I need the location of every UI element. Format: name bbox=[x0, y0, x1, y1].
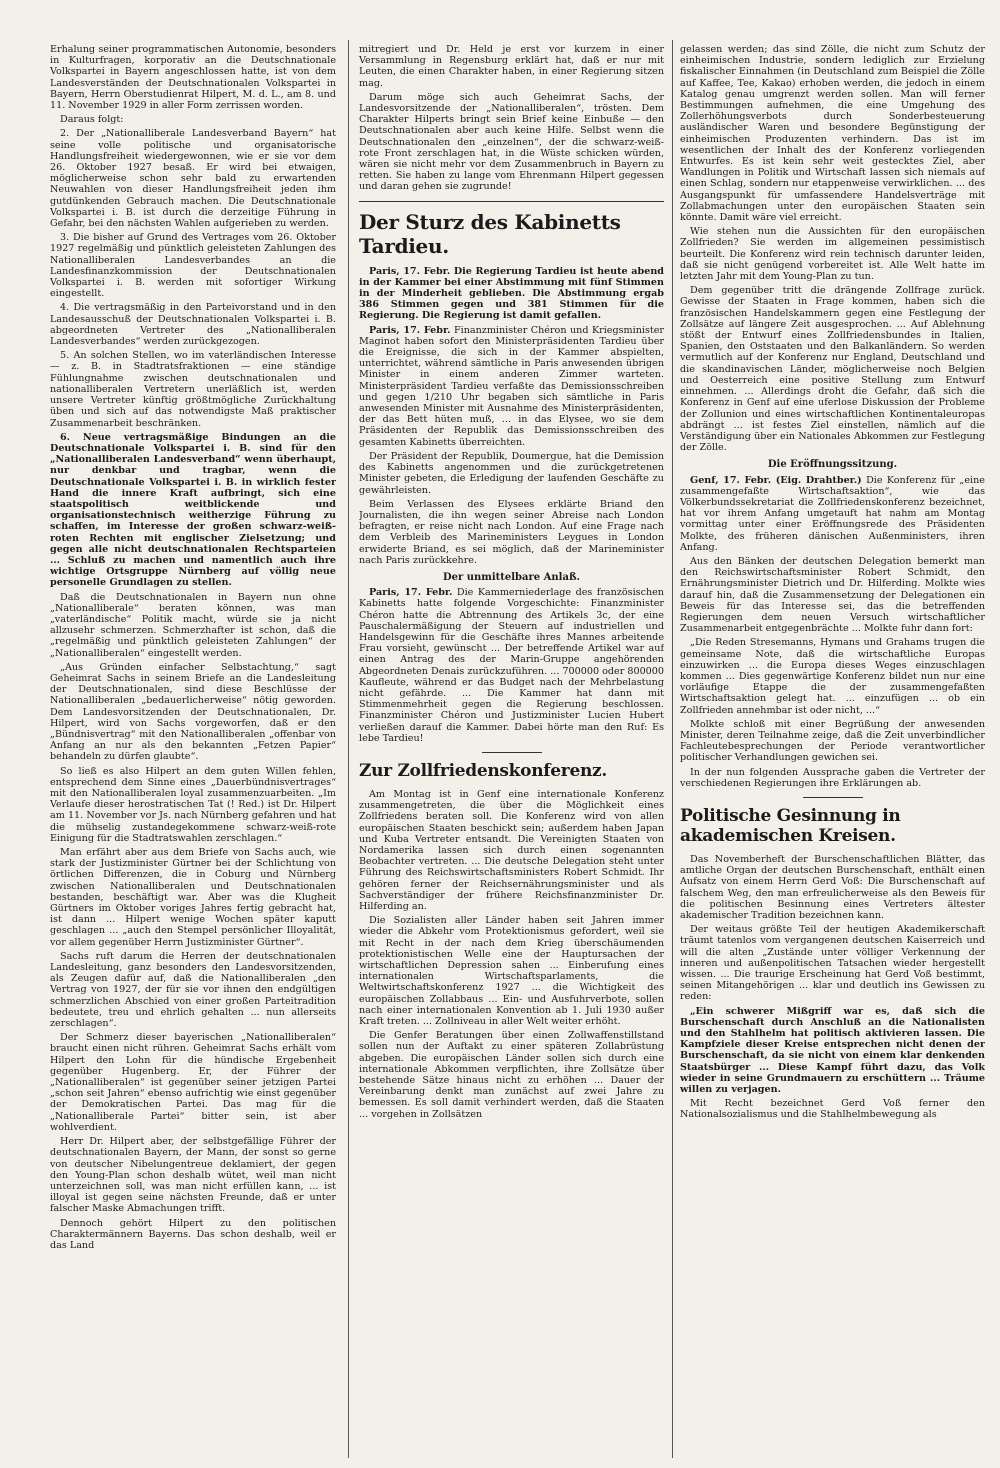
paragraph: Der weitaus größte Teil der heutigen Akademikerschaft träumt tatenlos vom vergangenen deutschen Kaiserreich und will die alten „Zustände unter völliger Verkennung der inneren und außenpolitischen Tatsachen wieder hergestellt wissen. ... Die traurige Erscheinung hat Gerd Voß bestimmt, seinen Mitangehörigen ... klar und deutlich ins Gewissen zu reden: bbox=[680, 924, 985, 1003]
paragraph: gelassen werden; das sind Zölle, die nicht zum Schutz der einheimischen Industrie, sondern lediglich zur Erzielung fiskalischer Einnahmen (in Deutschland zum Beispiel die Zölle auf Kaffee, Tee, Kakao) erhoben werden, die jedoch in einem Katalog genau umgrenzt werden sollen. Man will ferner Bestimmungen aufnehmen, die eine Umgehung des Zollerhöhungsverbots durch Sonderbesteuerung ausländischer Waren und besondere Begünstigung der einheimischen Produzenten verhindern. Das ist im wesentlichen der Inhalt des der Konferenz vorliegenden Entwurfes. Es ist kein sehr weit gestecktes Ziel, aber Wandlungen in Politik und Wirtschaft lassen sich niemals auf einen Schlag, sondern nur etappenweise verwirklichen. ... des Ausgangspunkt für umfassendere Handelsverträge mit Zollabmachungen unter den europäischen Staaten sein könnte. Damit wäre viel erreicht. bbox=[680, 44, 985, 224]
paragraph: Herr Dr. Hilpert aber, der selbstgefällige Führer der deutschnationalen Bayern, der Mann, der sonst so gerne von deutscher Nibelungentreue deklamiert, der gegen den Young-Plan schon deshalb wütet, weil man nicht unterzeichnen soll, was man nicht erfüllen kann, ... ist illoyal ist gegen seine nächsten Freunde, daß er unter falscher Maske Abmachungen trifft. bbox=[50, 1136, 336, 1215]
divider bbox=[482, 752, 542, 753]
paragraph: 4. Die vertragsmäßig in den Parteivorstand und in den Landesausschuß der Deutschnationalen Volkspartei i. B. abgeordneten Vertreter des „Nationalliberalen Landesverbandes“ werden zurückgezogen. bbox=[50, 302, 336, 348]
paragraph: Der Schmerz dieser bayerischen „Nationalliberalen“ braucht einen nicht rühren. Geheimrat Sachs erhält vom Hilpert den Lohn für die hündische Ergebenheit gegenüber Hugenberg. Er, der Führer der „Nationalliberalen“ ist gegenüber seiner jetzigen Partei „schon seit Jahren“ ebenso aufrichtig wie einst gegenüber der Demokratischen Partei. Das mag für die „Nationalliberale Partei“ bitter sein, ist aber wohlverdient. bbox=[50, 1032, 336, 1133]
paragraph: Daraus folgt: bbox=[60, 114, 124, 126]
headline: Zur Zollfriedenskonferenz. bbox=[359, 760, 607, 781]
column-2 bbox=[359, 44, 664, 1452]
headline: Der Sturz des Kabinetts Tardieu. bbox=[359, 209, 621, 258]
paragraph: Man erfährt aber aus dem Briefe von Sachs auch, wie stark der Justizminister Gürtner bei der Schlichtung von örtlichen Differenzen, die in Coburg und Nürnberg zwischen Nationalliberalen und Deutschnationalen bestanden, beschäftigt war. Aber was die Klugheit Gürtners im Oktober voriges Jahres fertig gebracht hat, ist dann ... Hilpert wenige Wochen später kaputt geschlagen ... „auch den Stempel persönlicher Illoyalität, vor allem gegenüber Herrn Justizminister Gürtner“. bbox=[50, 847, 336, 948]
paragraph: Die Kammerniederlage des französischen Kabinetts hatte folgende Vorgeschichte: Finanzminister Chéron hatte die Abtrennung des Artikels 3c, der eine Pauschalermäßigung der Steuern auf industriellen und Handelsgewinn für die Geschäfte ihres Mannes arbeitende Frau vorsieht, gewünscht ... Der betreffende Artikel war auf einen Antrag des der Marin-Gruppe angehörenden Abgeordneten Denais zurückzuführen. ... 700000 oder 800000 Kaufleute, während er das Budget nach der Mehrbelastung nicht gefährde. ... Die Kammer hat dann mit Stimmenmehrheit gegen die Regierung beschlossen. Finanzminister Chéron und Justizminister Lucien Hubert verließen darauf die Kammer. Dabei hörte man den Ruf: Es lebe Tardieu! bbox=[359, 587, 664, 744]
paragraph: Darum möge sich auch Geheimrat Sachs, der Landesvorsitzende der „Nationalliberalen“, trösten. Dem Charakter Hilperts bringt sein Brief keine Einbuße — den Deutschnationalen aber auch keine Hilfe. Selbst wenn die Deutschnationalen den „einzelnen“, der die schwarz-weiß-rote Front zerschlagen hat, in die Wüste schicken würden, wären sie nicht mehr vor dem Zusammenbruch in Bayern zu retten. Sie haben zu lange vom Ehrenmann Hilpert gegessen und daran gehen sie zugrunde! bbox=[359, 91, 664, 193]
divider bbox=[803, 797, 863, 798]
paragraph: Das Novemberheft der Burschenschaftlichen Blätter, das amtliche Organ der deutschen Burschenschaft, enthält einen Aufsatz von einem Herrn Gerd Voß: Die Burschenschaft auf falschem Weg, den man erfreulicherweise als den Beweis für die politischen Besinnung eines Vertreters ältester akademischer Tradition bezeichnen kann. bbox=[680, 854, 985, 922]
paragraph: 5. An solchen Stellen, wo im vaterländischen Interesse — z. B. in Stadtratsfraktionen — eine ständige Fühlungnahme zwischen deutschnationalen und nationalliberalen Vertretern unerläßlich ist, werden unsere Vertreter künftig größtmögliche Zurückhaltung üben und sich auf das notwendigste Maß praktischer Zusammenarbeit beschränken. bbox=[50, 350, 336, 429]
paragraph: Die Genfer Beratungen über einen Zollwaffenstillstand sollen nun der Auftakt zu einer späteren Zollabrüstung abgeben. Die europäischen Länder sollen sich durch eine internationale Abkommen verpflichten, ihre Zollsätze über bestehende Sätze hinaus nicht zu erhöhen ... Dauer der Vereinbarung denkt man zunächst auf zwei Jahre zu bemessen. Es soll damit verhindert werden, daß die Staaten ... vorgehen in Zollsätzen bbox=[359, 1030, 664, 1120]
paragraph: 6. Neue vertragsmäßige Bindungen an die Deutschnationale Volkspartei i. B. sind für den „Nationalliberalen Landesverband“ wenn überhaupt, nur denkbar und tragbar, wenn die Deutschnationale Volkspartei i. B. in wirklich fester Hand die innere Kraft aufbringt, sich eine staatspolitisch weitblickende und organisationstechnisch weitherzige Führung zu schaffen, im Interesse der großen schwarz-weiß-roten Rechten mit englischer Zielsetzung; und gegen alle nicht deutschnationalen Rechtsparteien ... Schluß zu machen und namentlich auch ihre wichtige Ortsgruppe Nürnberg auf völlig neue personelle Grundlagen zu stellen. bbox=[50, 431, 336, 589]
paragraph: Beim Verlassen des Elysees erklärte Briand den Journalisten, die ihn wegen seiner Abreise nach London befragten, er reise nicht nach London. Auf eine Frage nach dem Verbleib des Marineministers Leygues in London erwiderte Briand, es sei möglich, daß der Marineminister nach Paris zurückkehre. bbox=[359, 498, 664, 566]
paragraph: In der nun folgenden Aussprache gaben die Vertreter der verschiedenen Regierungen ihre Erklärungen ab. bbox=[680, 766, 985, 789]
paragraph: Die Konferenz für „eine zusammengefaßte Wirtschaftsaktion“, wie das Völkerbundssekretariat die Zollfriedenskonferenz bezeichnet, hat vor ihrem Anfang umgetauft hat nahm am Montag vormittag unter einer Eröffnungsrede des Präsidenten Molkte, des früheren dänischen Außenministers, ihren Anfang. bbox=[680, 474, 985, 553]
dateline: Paris, 17. Febr. bbox=[369, 324, 451, 336]
column-rule bbox=[348, 40, 349, 1458]
paragraph: Die Sozialisten aller Länder haben seit Jahren immer wieder die Abkehr vom Protektionismus gefordert, weil sie mit Recht in der nach dem Krieg überschäumenden protektionistischen Welle eine der Hauptursachen der wirtschaftlichen Depression sahen ... Einberufung eines internationalen Wirtschaftsparlaments, die Weltwirtschaftskonferenz 1927 ... die Wichtigkeit des europäischen Zollabbaus ... Ein- und Ausfuhrverbote, sollen nach einer internationalen Konvention ab 1. Juli 1930 außer Kraft treten. ... Zollniveau in aller Welt weiter erhöht. bbox=[359, 915, 664, 1028]
headline: Politische Gesinnung in akademischen Kreisen. bbox=[680, 806, 901, 846]
subheading: Der unmittelbare Anlaß. bbox=[442, 571, 581, 583]
paragraph: 2. Der „Nationalliberale Landesverband Bayern“ hat seine volle politische und organisatorische Handlungsfreiheit wiedergewonnen, wie er sie vor dem 26. Oktober 1927 besaß. Er wird bei etwaigen, möglicherweise schon sehr bald zu erwartenden Neuwahlen von dieser Handlungsfreiheit jeden ihm gutdünkenden Gebrauch machen. Die Deutschnationale Volkspartei i. B. ist durch die derzeitige Führung in Gefahr, bei den nächsten Wahlen aufgerieben zu werden. bbox=[50, 128, 336, 230]
paragraph: „Ein schwerer Mißgriff war es, daß sich die Burschenschaft durch Anschluß an die Nationalisten und den Stahlhelm hat politisch aktivieren lassen. Die Kampfziele dieser Kreise entsprechen nicht denen der Burschenschaft, da sie nicht von einem klar denkenden Staatsbürger ... Diese Kampf führt dazu, das Volk wieder in seine Grundmauern zu erschüttern ... Träume willen zu verjagen. bbox=[680, 1005, 985, 1096]
paragraph: Aus den Bänken der deutschen Delegation bemerkt man den Reichswirtschaftsminister Robert Schmidt, den Ernährungsminister Dietrich und Dr. Hilferding. Molkte wies darauf hin, daß die Zusammensetzung der Delegationen ein Beweis für das Interesse sei, das die betreffenden Regierungen dem neuen Versuch wirtschaftlicher Zusammenarbeit entgegenbrächte ... Molkte fuhr dann fort: bbox=[680, 555, 985, 635]
paragraph: So ließ es also Hilpert an dem guten Willen fehlen, entsprechend dem Sinne eines „Dauerbündnisvertrages“ mit den Nationalliberalen loyal zusammenzuarbeiten. „Im Verlaufe dieser herostratischen Tat (! Red.) ist Dr. Hilpert am 11. November vor Js. nach Nürnberg gefahren und hat die mühselig zustandegekommene schwarz-weiß-rote Einigung für die Stadtratswahlen zerschlagen.“ bbox=[50, 765, 336, 844]
column-rule bbox=[672, 40, 673, 1458]
paragraph: Wie stehen nun die Aussichten für den europäischen Zollfrieden? Sie werden im allgemeinen pessimistisch beurteilt. Die Konferenz wird rein technisch darunter leiden, daß sie nicht genügend vorbereitet ist. Alle Welt hatte im letzten Jahr mit dem Young-Plan zu tun. bbox=[680, 226, 985, 283]
paragraph: Dem gegenüber tritt die drängende Zollfrage zurück. Gewisse der Staaten in Frage kommen, haben sich die französischen Handelskammern gegen eine Festlegung der Zollsätze auf längere Zeit ausgesprochen. ... Auf Ablehnung stößt der Entwurf eines Zollfriedensbundes in Italien, Spanien, den Oststaaten und den Balkanländern. So werden vermutlich auf der Konferenz nur England, Deutschland und die skandinavischen Länder, möglicherweise noch Belgien und Oesterreich eine positive Stellung zum Entwurf einnehmen. ... Allerdings droht die Gefahr, daß sich die Konferenz in Genf auf eine uferlose Diskussion der Probleme der Zollunion und eines wirtschaftlichen Kontinentaleuropas abdrängt ... ist festes Ziel einstellen, nämlich auf die Verständigung über ein Nationales Abkommen zur Festlegung der Zölle. bbox=[680, 285, 985, 454]
dateline: Genf, 17. Febr. (Eig. Drahtber.) bbox=[690, 474, 862, 486]
paragraph: Die Regierung Tardieu ist heute abend in der Kammer bei einer Abstimmung mit fünf Stimmen in der Minderheit geblieben. Die Abstimmung ergab 386 Stimmen gegen und 381 Stimmen für die Regierung. Die Regierung ist damit gefallen. bbox=[359, 265, 664, 322]
paragraph: „Aus Gründen einfacher Selbstachtung,“ sagt Geheimrat Sachs in seinem Briefe an die Landesleitung der Deutschnationalen, sind diese Beschlüsse der Nationalliberalen „bedauerlicherweise“ nötig geworden. Dem Landesvorsitzenden der Deutschnationalen, Dr. Hilpert, wird von Sachs vorgeworfen, daß er den „Bündnisvertrag“ mit den Nationalliberalen „offenbar von Anfang an nur als den bekannten „Fetzen Papier“ behandeln zu dürfen glaubte“. bbox=[50, 661, 336, 763]
paragraph: Erhalung seiner programmatischen Autonomie, besonders in Kulturfragen, korporativ an die Deutschnationale Volkspartei in Bayern angeschlossen hatte, ist von dem Landesverständen der Deutschnationalen Volkspartei in Bayern, Herrn Oberstudienrat Hilpert, M. d. L., am 8. und 11. November 1929 in aller Form zerrissen worden. bbox=[50, 44, 336, 112]
paragraph: Der Präsident der Republik, Doumergue, hat die Demission des Kabinetts angenommen und die zurückgetretenen Minister gebeten, die Erledigung der laufenden Geschäfte zu gewährleisten. bbox=[359, 450, 664, 496]
divider bbox=[359, 201, 664, 202]
column-1 bbox=[50, 44, 336, 1452]
paragraph: Am Montag ist in Genf eine internationale Konferenz zusammengetreten, die über die Möglichkeit eines Zollfriedens beraten soll. Die Konferenz wird von allen europäischen Staaten beschickt sein; außerdem haben Japan und Kuba Vertreter entsandt. Die Vereinigten Staaten von Nordamerika lassen sich durch einen sogenannten Beobachter vertreten. ... Die deutsche Delegation steht unter Führung des Reichswirtschaftsministers Robert Schmidt. Ihr gehören ferner der Reichsernährungsminister und als Sachverständiger der frühere Reichsfinanzminister Dr. Hilferding an. bbox=[359, 788, 664, 912]
paragraph: Dennoch gehört Hilpert zu den politischen Charaktermännern Bayerns. Das schon deshalb, weil er das Land bbox=[50, 1217, 336, 1251]
column-3 bbox=[680, 44, 985, 1452]
paragraph: mitregiert und Dr. Held je erst vor kurzem in einer Versammlung in Regensburg erklärt hat, daß er nur mit Leuten, die einen Charakter haben, in einer Regierung sitzen mag. bbox=[359, 44, 664, 89]
paragraph: Sachs ruft darum die Herren der deutschnationalen Landesleitung, ganz besonders den Landesvorsitzenden, als Zeugen dafür auf, daß die Nationalliberalen „den Vertrag von 1927, der für sie vor ihnen den endgültigen schmerzlichen Abschied von einer großen Parteitradition bedeutete, treu und ehrlich gehalten ... nun allerseits zerschlagen“. bbox=[50, 950, 336, 1030]
paragraph: 3. Die bisher auf Grund des Vertrages vom 26. Oktober 1927 regelmäßig und pünktlich geleisteten Zahlungen des Nationalliberalen Landesverbandes an die Landesfinanzkommission der Deutschnationalen Volkspartei i. B. werden mit sofortiger Wirkung eingestellt. bbox=[50, 232, 336, 300]
paragraph: Daß die Deutschnationalen in Bayern nun ohne „Nationalliberale“ beraten können, was man „vaterländische“ Politik macht, würde sie ja nicht allzusehr schmerzen. Schmerzhafter ist schon, daß die „regelmäßig und pünktlich geleisteten Zahlungen“ der „Nationalliberalen“ eingestellt werden. bbox=[50, 591, 336, 659]
paragraph: Molkte schloß mit einer Begrüßung der anwesenden Minister, deren Teilnahme zeige, daß die Zeit unverbindlicher Fachleutebesprechungen der Periode verantwortlicher politischer Verhandlungen gewichen sei. bbox=[680, 718, 985, 764]
subheading: Die Eröffnungssitzung. bbox=[767, 459, 898, 471]
paragraph: „Die Reden Stresemanns, Hymans und Grahams trugen die gemeinsame Note, daß die wirtschaftliche Europas einzuwirken ... die Europa dieses Weges einzuschlagen kommen ... Dies gegenwärtige Konferenz bildet nun nur eine vorläufige Etappe die der zusammengefaßten Wirtschaftsaktion gelegt hat. ... einzufügen ... ob ein Zollfrieden annehmbar ist oder nicht, ...“ bbox=[680, 637, 985, 716]
dateline: Paris, 17. Febr. bbox=[369, 587, 453, 599]
paragraph: Finanzminister Chéron und Kriegsminister Maginot haben sofort den Ministerpräsidenten Tardieu über die Ereignisse, die sich in der Kammer abspielten, unterrichtet, während sämtliche in Paris anwesenden übrigen Minister in einem anderen Zimmer warteten. Ministerpräsident Tardieu verfaßte das Demissionsschreiben und gegen 1/210 Uhr begaben sich sämtliche in Paris anwesenden Minister mit Ausnahme des Ministerpräsidenten, der das Bett hüten muß, ... in das Elysee, wo sie dem Präsidenten der Republik das Demissionsschreiben des gesamten Kabinetts überreichten. bbox=[359, 324, 664, 448]
paragraph: Mit Recht bezeichnet Gerd Voß ferner den Nationalsozialismus und die Stahlhelmbewegung als bbox=[680, 1098, 985, 1121]
dateline: Paris, 17. Febr. bbox=[369, 265, 451, 277]
